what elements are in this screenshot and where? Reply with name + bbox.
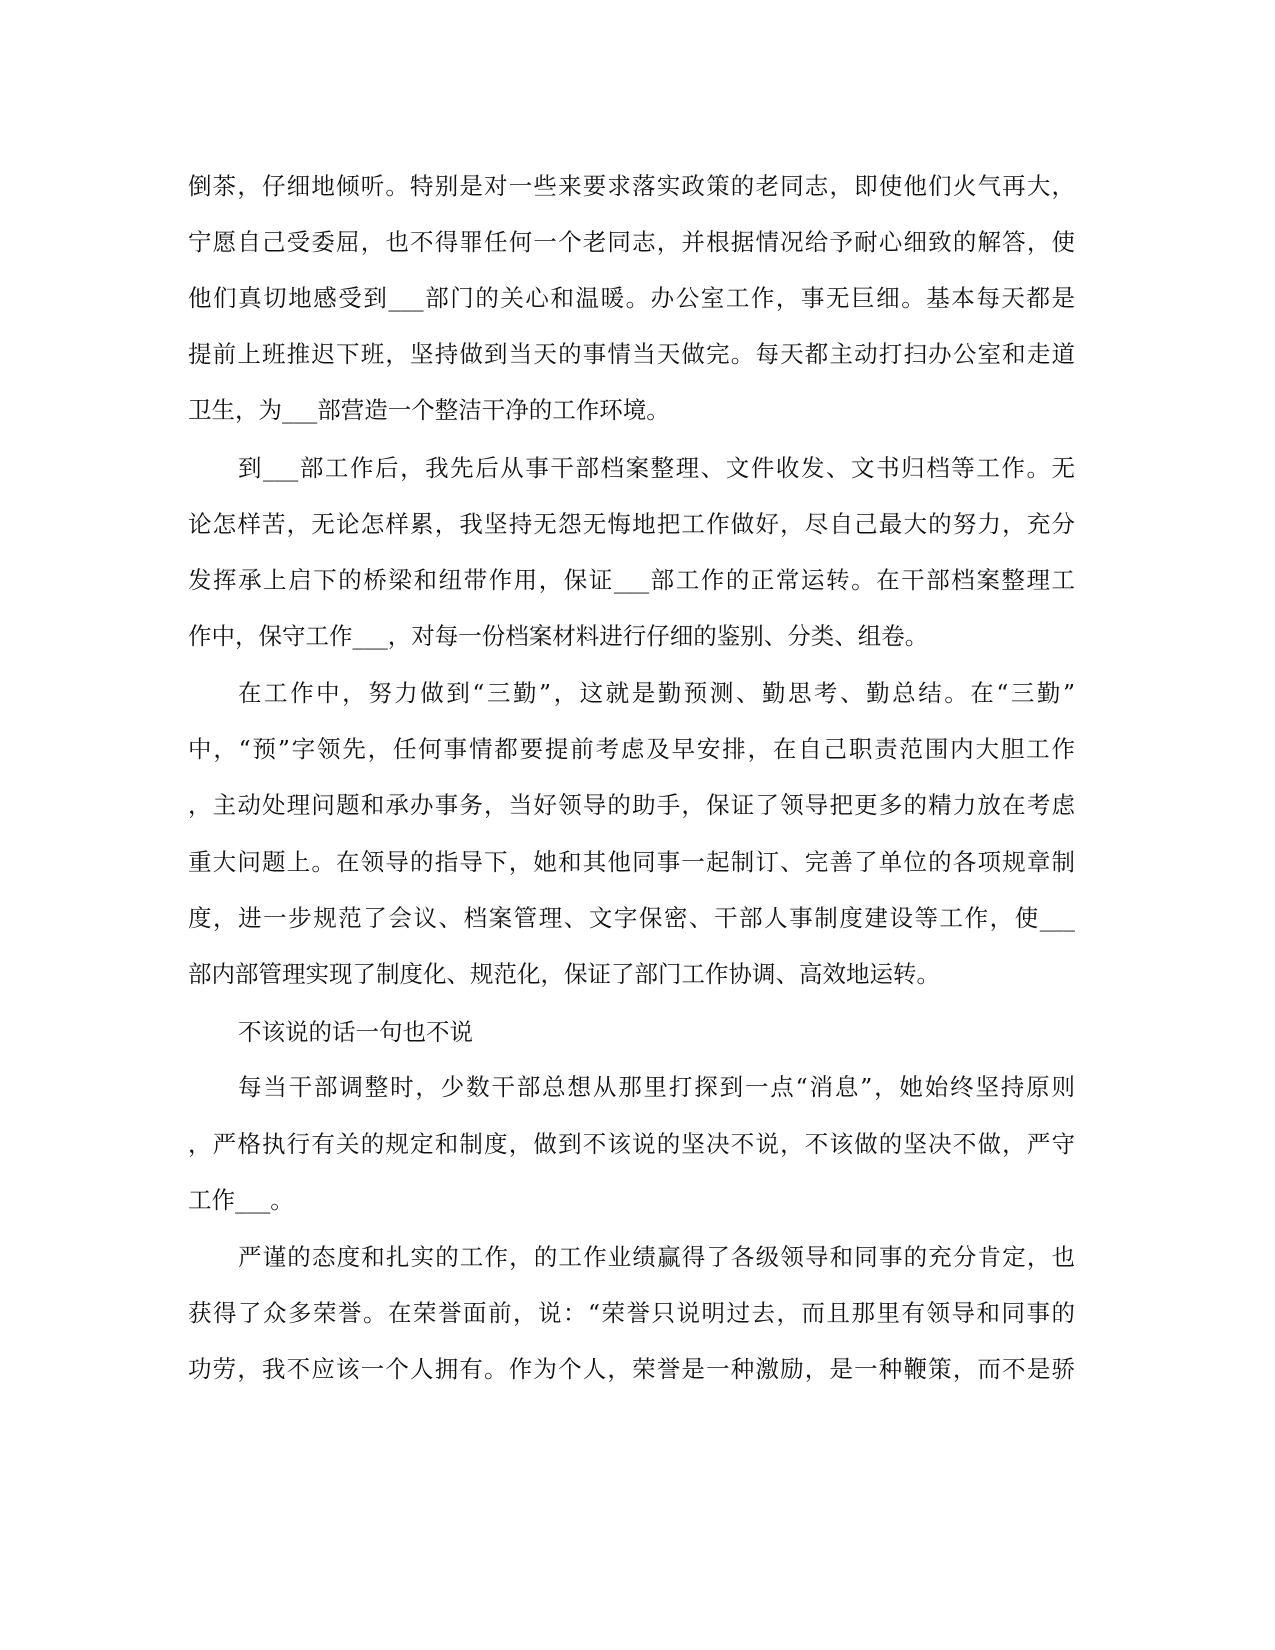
paragraph-3-line-1 bbox=[0, 673, 1275, 713]
paragraph-1-line-4 bbox=[0, 334, 1275, 374]
paragraph-2-line-1 bbox=[0, 448, 1275, 488]
text-line: ，严格执行有关的规定和制度，做到不该说的坚决不说，不该做的坚决不做，严守 bbox=[188, 1130, 1075, 1158]
paragraph-3-line-5 bbox=[0, 898, 1275, 938]
text-line: 卫生，为___部营造一个整洁干净的工作环境。 bbox=[188, 396, 670, 424]
paragraph-6-line-3 bbox=[0, 1349, 1275, 1389]
paragraph-3-line-6 bbox=[0, 954, 1275, 994]
paragraph-1-line-2 bbox=[0, 222, 1275, 262]
text-line: 作中，保守工作___，对每一份档案材料进行仔细的鉴别、分类、组卷。 bbox=[188, 622, 929, 650]
text-line: 每当干部调整时，少数干部总想从那里打探到一点“消息”，她始终坚持原则 bbox=[238, 1073, 1075, 1101]
text-line: 严谨的态度和扎实的工作，的工作业绩赢得了各级领导和同事的充分肯定，也 bbox=[238, 1243, 1075, 1271]
paragraph-1-line-3 bbox=[0, 278, 1275, 318]
paragraph-5-line-2 bbox=[0, 1124, 1275, 1164]
paragraph-5-line-1 bbox=[0, 1067, 1275, 1107]
text-line: 宁愿自己受委屈，也不得罪任何一个老同志，并根据情况给予耐心细致的解答，使 bbox=[188, 228, 1075, 256]
paragraph-6-line-1 bbox=[0, 1237, 1275, 1277]
text-line: 度，进一步规范了会议、档案管理、文字保密、干部人事制度建设等工作，使___ bbox=[188, 904, 1075, 932]
text-line: 中，“预”字领先，任何事情都要提前考虑及早安排，在自己职责范围内大胆工作 bbox=[188, 735, 1075, 763]
text-line: 提前上班推迟下班，坚持做到当天的事情当天做完。每天都主动打扫办公室和走道 bbox=[188, 340, 1075, 368]
paragraph-6-line-2 bbox=[0, 1293, 1275, 1333]
text-line: 工作___。 bbox=[188, 1186, 294, 1214]
text-line: 部内部管理实现了制度化、规范化，保证了部门工作协调、高效地运转。 bbox=[188, 960, 940, 988]
paragraph-3-line-4 bbox=[0, 842, 1275, 882]
text-line: 倒茶，仔细地倾听。特别是对一些来要求落实政策的老同志，即使他们火气再大， bbox=[188, 172, 1075, 200]
subheading: 不该说的话一句也不说 bbox=[238, 1018, 473, 1046]
paragraph-3-line-3 bbox=[0, 785, 1275, 825]
paragraph-3-line-2 bbox=[0, 729, 1275, 769]
text-line: 重大问题上。在领导的指导下，她和其他同事一起制订、完善了单位的各项规章制 bbox=[188, 848, 1075, 876]
text-line: 论怎样苦，无论怎样累，我坚持无怨无悔地把工作做好，尽自己最大的努力，充分 bbox=[188, 510, 1075, 538]
text-line: 获得了众多荣誉。在荣誉面前，说：“荣誉只说明过去，而且那里有领导和同事的 bbox=[188, 1299, 1075, 1327]
text-line: 在工作中，努力做到“三勤”，这就是勤预测、勤思考、勤总结。在“三勤” bbox=[238, 679, 1075, 707]
paragraph-1-line-5 bbox=[0, 390, 1275, 430]
text-line: 发挥承上启下的桥梁和纽带作用，保证___部工作的正常运转。在干部档案整理工 bbox=[188, 566, 1075, 594]
subheading-line bbox=[0, 1012, 1275, 1052]
paragraph-1-line-1 bbox=[0, 166, 1275, 206]
text-line: 功劳，我不应该一个人拥有。作为个人，荣誉是一种激励，是一种鞭策，而不是骄 bbox=[188, 1355, 1075, 1383]
paragraph-2-line-3 bbox=[0, 560, 1275, 600]
paragraph-2-line-4 bbox=[0, 616, 1275, 656]
paragraph-5-line-3 bbox=[0, 1180, 1275, 1220]
paragraph-2-line-2 bbox=[0, 504, 1275, 544]
text-line: 到___部工作后，我先后从事干部档案整理、文件收发、文书归档等工作。无 bbox=[238, 454, 1075, 482]
text-line: ，主动处理问题和承办事务，当好领导的助手，保证了领导把更多的精力放在考虑 bbox=[188, 791, 1075, 819]
text-line: 他们真切地感受到___部门的关心和温暖。办公室工作，事无巨细。基本每天都是 bbox=[188, 284, 1075, 312]
